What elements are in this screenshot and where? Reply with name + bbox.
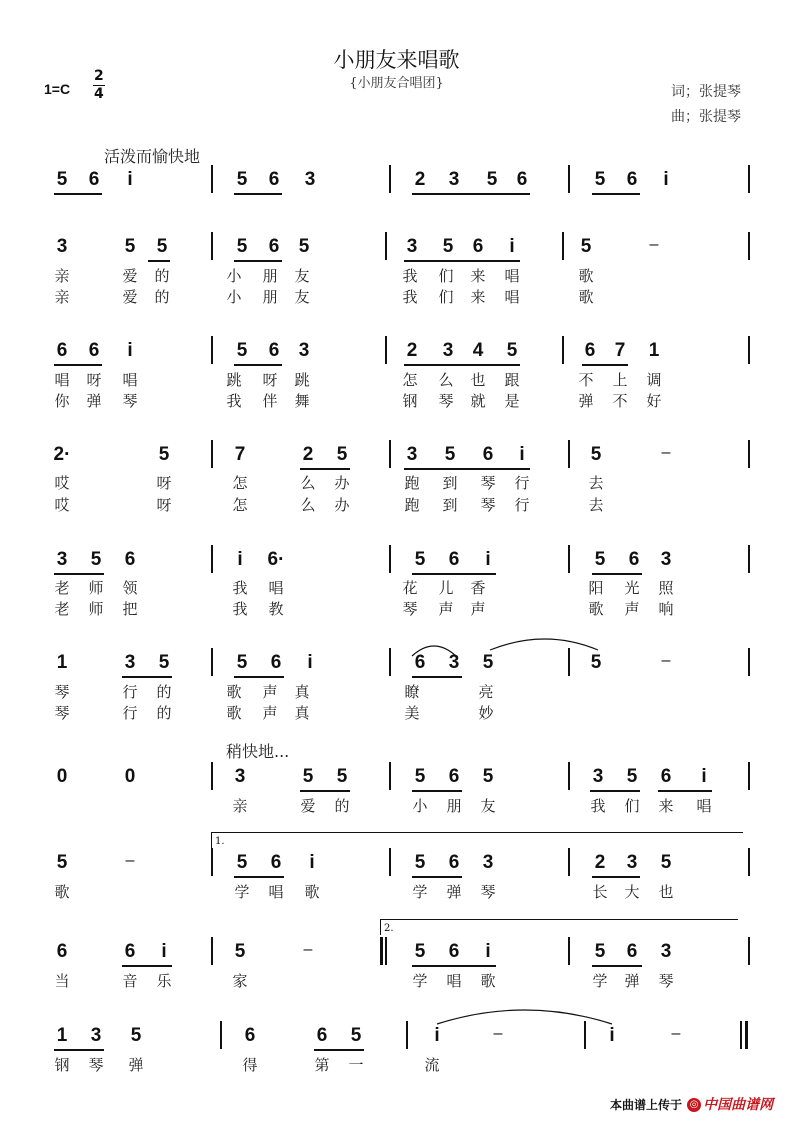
sustain-dash: – [661, 444, 671, 461]
lyric-verse-1: 琴 [480, 883, 496, 901]
lyricist-credit: 词；张提琴 [671, 84, 741, 100]
lyric-verse-1: 小 [412, 797, 428, 815]
lyric-verse-2: 美 [404, 704, 420, 722]
note: i [701, 766, 707, 787]
note: i [127, 340, 133, 361]
note: i [309, 852, 315, 873]
lyric-verse-1: 领 [122, 579, 138, 597]
lyric-verse-1: 朋 [262, 267, 278, 285]
lyric-verse-1: 家 [232, 972, 248, 990]
note: 5 [594, 549, 606, 570]
lyric-verse-2: 爱 [122, 288, 138, 306]
note: 6 [628, 549, 640, 570]
lyric-verse-1: 弹 [446, 883, 462, 901]
lyric-verse-2: 哎 [54, 496, 70, 514]
lyric-verse-1: 友 [294, 267, 310, 285]
lyric-verse-2: 你 [54, 392, 70, 410]
volta-2-label: 2. [384, 923, 394, 934]
composer-credit: 曲；张提琴 [671, 109, 741, 125]
lyric-verse-2: 我 [232, 600, 248, 618]
note: i [161, 941, 167, 962]
lyric-verse-1: 怎 [402, 371, 418, 389]
lyric-verse-2: 来 [470, 288, 486, 306]
lyric-verse-1: 第 [314, 1056, 330, 1074]
note: 3 [482, 852, 494, 873]
lyric-verse-1: 来 [658, 797, 674, 815]
lyric-verse-1: 学 [234, 883, 250, 901]
lyric-verse-1: 歌 [304, 883, 320, 901]
lyric-verse-1: 唱 [504, 267, 520, 285]
note: 5 [594, 169, 606, 190]
note: 5 [660, 852, 672, 873]
lyric-verse-2: 琴 [438, 392, 454, 410]
lyric-verse-1: 么 [300, 474, 316, 492]
note: 6· [267, 549, 285, 570]
note: 7 [234, 444, 246, 465]
lyric-verse-1: 友 [480, 797, 496, 815]
note: 6 [270, 652, 282, 673]
lyric-verse-1: 我 [402, 267, 418, 285]
lyric-verse-1: 的 [154, 267, 170, 285]
note: 5 [234, 941, 246, 962]
lyric-verse-1: 不 [578, 371, 594, 389]
note: 5 [130, 1025, 142, 1046]
logo-icon: ◎ [687, 1098, 701, 1112]
lyric-verse-1: 照 [658, 579, 674, 597]
lyric-verse-1: 阳 [588, 579, 604, 597]
lyric-verse-1: 当 [54, 972, 70, 990]
note: 6 [316, 1025, 328, 1046]
lyric-verse-2: 友 [294, 288, 310, 306]
note: 5 [236, 852, 248, 873]
lyric-verse-2: 跑 [404, 496, 420, 514]
lyric-verse-2: 怎 [232, 496, 248, 514]
note: 5 [236, 652, 248, 673]
lyric-verse-2: 声 [470, 600, 486, 618]
lyric-verse-2: 妙 [478, 704, 494, 722]
lyric-verse-1: 大 [624, 883, 640, 901]
note: 1 [56, 1025, 68, 1046]
lyric-verse-1: 爱 [122, 267, 138, 285]
lyric-verse-1: 去 [588, 474, 604, 492]
lyric-verse-1: 来 [470, 267, 486, 285]
note: i [485, 549, 491, 570]
note: 5 [236, 340, 248, 361]
lyric-verse-2: 到 [442, 496, 458, 514]
note: 3 [592, 766, 604, 787]
lyric-verse-1: 也 [470, 371, 486, 389]
note: 5 [414, 549, 426, 570]
lyric-verse-2: 舞 [294, 392, 310, 410]
note: 0 [124, 766, 136, 787]
note: 4 [472, 340, 484, 361]
lyric-verse-1: 光 [624, 579, 640, 597]
sustain-dash: – [649, 236, 659, 253]
song-title: 小朋友来唱歌 [333, 48, 460, 72]
lyric-verse-1: 歌 [226, 683, 242, 701]
site-logo[interactable] [687, 1097, 773, 1113]
note: 5 [594, 941, 606, 962]
lyric-verse-1: 我 [590, 797, 606, 815]
note: 6 [516, 169, 528, 190]
lyric-verse-1: 跟 [504, 371, 520, 389]
note: i [519, 444, 525, 465]
lyric-verse-2: 琴 [54, 704, 70, 722]
lyric-verse-1: 琴 [480, 474, 496, 492]
lyric-verse-1: 儿 [438, 579, 454, 597]
tempo-marking: 活泼而愉快地 [104, 147, 201, 166]
lyric-verse-2: 歌 [588, 600, 604, 618]
note: 5 [336, 766, 348, 787]
footer-text: 本曲谱上传于 [610, 1098, 683, 1112]
note: 6 [472, 236, 484, 257]
note: 6 [270, 852, 282, 873]
lyric-verse-2: 行 [514, 496, 530, 514]
sustain-dash: – [661, 652, 671, 669]
lyric-verse-1: 弹 [128, 1056, 144, 1074]
note: 6 [584, 340, 596, 361]
note: 5 [56, 852, 68, 873]
lyric-verse-2: 教 [268, 600, 284, 618]
lyric-verse-1: 歌 [54, 883, 70, 901]
note: 5 [590, 652, 602, 673]
lyric-verse-2: 办 [334, 496, 350, 514]
note: 6 [268, 169, 280, 190]
note: 6 [626, 941, 638, 962]
lyric-verse-2: 唱 [504, 288, 520, 306]
lyric-verse-1: 们 [438, 267, 454, 285]
lyric-verse-1: 行 [122, 683, 138, 701]
volta-2-line [380, 919, 738, 920]
note: 3 [406, 236, 418, 257]
lyric-verse-1: 唱 [446, 972, 462, 990]
note: 2 [594, 852, 606, 873]
lyric-verse-1: 调 [646, 371, 662, 389]
note: 3 [90, 1025, 102, 1046]
note: 6 [268, 340, 280, 361]
sustain-dash: – [671, 1025, 681, 1042]
note: 5 [590, 444, 602, 465]
lyric-verse-1: 呀 [86, 371, 102, 389]
tempo-marking-2: 稍快地... [226, 742, 290, 761]
lyric-verse-1: 哎 [54, 474, 70, 492]
lyric-verse-1: 唱 [122, 371, 138, 389]
lyric-verse-1: 音 [122, 972, 138, 990]
lyric-verse-1: 声 [262, 683, 278, 701]
sustain-dash: – [493, 1025, 503, 1042]
note: 3 [448, 652, 460, 673]
note: 0 [56, 766, 68, 787]
lyric-verse-1: 呀 [156, 474, 172, 492]
key-signature: 1=C [44, 81, 71, 97]
note: 6 [448, 852, 460, 873]
lyric-verse-1: 的 [156, 683, 172, 701]
note: 3 [56, 236, 68, 257]
lyric-verse-1: 长 [592, 883, 608, 901]
note: 6 [124, 549, 136, 570]
lyric-verse-1: 怎 [232, 474, 248, 492]
lyric-verse-1: 我 [232, 579, 248, 597]
sustain-dash: – [125, 852, 135, 869]
note: 5 [124, 236, 136, 257]
note: i [127, 169, 133, 190]
note: 6 [88, 169, 100, 190]
note: 5 [482, 652, 494, 673]
note: 6 [448, 766, 460, 787]
lyric-verse-1: 歌 [480, 972, 496, 990]
note: 6 [448, 549, 460, 570]
lyric-verse-1: 跳 [294, 371, 310, 389]
site-logo-text: 中国曲谱网 [703, 1097, 774, 1113]
lyric-verse-1: 学 [412, 883, 428, 901]
note: 6 [124, 941, 136, 962]
lyric-verse-2: 琴 [122, 392, 138, 410]
note: 5 [414, 941, 426, 962]
note: 5 [298, 236, 310, 257]
meter-bottom: 4 [94, 86, 104, 102]
footer [610, 1094, 773, 1114]
lyric-verse-1: 跑 [404, 474, 420, 492]
lyric-verse-1: 亲 [232, 797, 248, 815]
note: 3 [56, 549, 68, 570]
lyric-verse-1: 学 [412, 972, 428, 990]
lyric-verse-1: 小 [226, 267, 242, 285]
lyric-verse-1: 歌 [578, 267, 594, 285]
lyric-verse-1: 办 [334, 474, 350, 492]
note: 3 [406, 444, 418, 465]
note: 1 [56, 652, 68, 673]
lyric-verse-2: 伴 [262, 392, 278, 410]
slur [412, 646, 456, 656]
note: 6 [88, 340, 100, 361]
note: 6 [268, 236, 280, 257]
lyric-verse-1: 唱 [268, 883, 284, 901]
lyric-verse-1: 得 [242, 1056, 258, 1074]
note: 5 [486, 169, 498, 190]
note: 3 [660, 549, 672, 570]
lyric-verse-1: 老 [54, 579, 70, 597]
lyric-verse-2: 声 [624, 600, 640, 618]
lyric-verse-1: 学 [592, 972, 608, 990]
sustain-dash: – [303, 941, 313, 958]
lyric-verse-2: 就 [470, 392, 486, 410]
note: 5 [350, 1025, 362, 1046]
lyric-verse-1: 钢 [54, 1056, 70, 1074]
volta-1-hook [211, 832, 212, 848]
lyric-verse-1: 上 [612, 371, 628, 389]
note: 6 [448, 941, 460, 962]
note: 5 [56, 169, 68, 190]
lyric-verse-1: 爱 [300, 797, 316, 815]
note: 3 [124, 652, 136, 673]
note: i [307, 652, 313, 673]
lyric-verse-1: 唱 [696, 797, 712, 815]
lyric-verse-1: 流 [424, 1056, 440, 1074]
note: 6 [482, 444, 494, 465]
lyric-verse-2: 行 [122, 704, 138, 722]
lyric-verse-2: 钢 [402, 392, 418, 410]
note: 3 [448, 169, 460, 190]
volta-1-label: 1. [215, 836, 225, 847]
note: 5 [302, 766, 314, 787]
note: 5 [158, 444, 170, 465]
lyric-verse-1: 琴 [658, 972, 674, 990]
note: 6 [414, 652, 426, 673]
lyric-verse-2: 是 [504, 392, 520, 410]
note: 5 [442, 236, 454, 257]
meter-top: 2 [94, 68, 104, 84]
lyric-verse-2: 的 [156, 704, 172, 722]
note: 5 [90, 549, 102, 570]
tie [490, 639, 598, 650]
lyric-verse-1: 到 [442, 474, 458, 492]
lyric-verse-1: 唱 [54, 371, 70, 389]
lyric-verse-1: 真 [294, 683, 310, 701]
lyric-verse-1: 也 [658, 883, 674, 901]
note: 2 [414, 169, 426, 190]
note: 3 [298, 340, 310, 361]
lyric-verse-1: 琴 [54, 683, 70, 701]
lyric-verse-1: 香 [470, 579, 486, 597]
note: 6 [660, 766, 672, 787]
lyric-verse-2: 我 [402, 288, 418, 306]
note: 5 [236, 236, 248, 257]
note: i [485, 941, 491, 962]
note: 5 [158, 652, 170, 673]
lyric-verse-2: 声 [262, 704, 278, 722]
lyric-verse-1: 们 [624, 797, 640, 815]
note: i [509, 236, 515, 257]
lyric-verse-2: 把 [122, 600, 138, 618]
lyric-verse-1: 行 [514, 474, 530, 492]
note: 5 [414, 852, 426, 873]
lyric-verse-2: 响 [658, 600, 674, 618]
lyric-verse-2: 的 [154, 288, 170, 306]
lyric-verse-1: 花 [402, 579, 418, 597]
note: 5 [414, 766, 426, 787]
lyric-verse-2: 们 [438, 288, 454, 306]
note: 3 [234, 766, 246, 787]
lyric-verse-2: 声 [438, 600, 454, 618]
note: 5 [506, 340, 518, 361]
lyric-verse-1: 朋 [446, 797, 462, 815]
lyric-verse-1: 亮 [478, 683, 494, 701]
note: 5 [626, 766, 638, 787]
lyric-verse-2: 小 [226, 288, 242, 306]
lyric-verse-2: 亲 [54, 288, 70, 306]
note: 3 [660, 941, 672, 962]
note: i [663, 169, 669, 190]
note: 3 [304, 169, 316, 190]
lyric-verse-2: 么 [300, 496, 316, 514]
lyric-verse-1: 乐 [156, 972, 172, 990]
lyric-verse-1: 弹 [624, 972, 640, 990]
lyric-verse-2: 弹 [578, 392, 594, 410]
note: i [434, 1025, 440, 1046]
lyric-verse-1: 么 [438, 371, 454, 389]
lyric-verse-2: 歌 [578, 288, 594, 306]
lyric-verse-2: 真 [294, 704, 310, 722]
note: 3 [442, 340, 454, 361]
note: i [609, 1025, 615, 1046]
lyric-verse-1: 师 [88, 579, 104, 597]
lyric-verse-2: 呀 [156, 496, 172, 514]
lyric-verse-2: 琴 [480, 496, 496, 514]
note: 5 [236, 169, 248, 190]
lyric-verse-2: 好 [646, 392, 662, 410]
song-subtitle: {小朋友合唱团} [349, 76, 444, 91]
note: 2 [406, 340, 418, 361]
note: 5 [482, 766, 494, 787]
lyric-verse-2: 老 [54, 600, 70, 618]
lyric-verse-1: 跳 [226, 371, 242, 389]
lyric-verse-2: 我 [226, 392, 242, 410]
lyric-verse-2: 去 [588, 496, 604, 514]
note: 1 [648, 340, 660, 361]
note: 6 [56, 340, 68, 361]
lyric-verse-1: 一 [348, 1056, 364, 1074]
lyric-verse-1: 瞭 [404, 683, 420, 701]
note: 5 [580, 236, 592, 257]
note: 7 [614, 340, 626, 361]
note: 5 [336, 444, 348, 465]
note: 2 [302, 444, 314, 465]
lyric-verse-2: 歌 [226, 704, 242, 722]
note: 6 [626, 169, 638, 190]
lyric-verse-2: 弹 [86, 392, 102, 410]
lyric-verse-2: 朋 [262, 288, 278, 306]
note: 5 [444, 444, 456, 465]
lyric-verse-2: 师 [88, 600, 104, 618]
tie [437, 1010, 612, 1024]
note: 6 [244, 1025, 256, 1046]
volta-1-line [211, 832, 743, 833]
lyric-verse-2: 琴 [402, 600, 418, 618]
lyric-verse-2: 不 [612, 392, 628, 410]
lyric-verse-1: 的 [334, 797, 350, 815]
lyric-verse-1: 呀 [262, 371, 278, 389]
note: i [237, 549, 243, 570]
note: 2· [53, 444, 71, 465]
lyric-verse-1: 琴 [88, 1056, 104, 1074]
lyric-verse-1: 亲 [54, 267, 70, 285]
note: 6 [56, 941, 68, 962]
lyric-verse-1: 唱 [268, 579, 284, 597]
note: 3 [626, 852, 638, 873]
volta-2-hook [380, 919, 381, 935]
note: 5 [156, 236, 168, 257]
